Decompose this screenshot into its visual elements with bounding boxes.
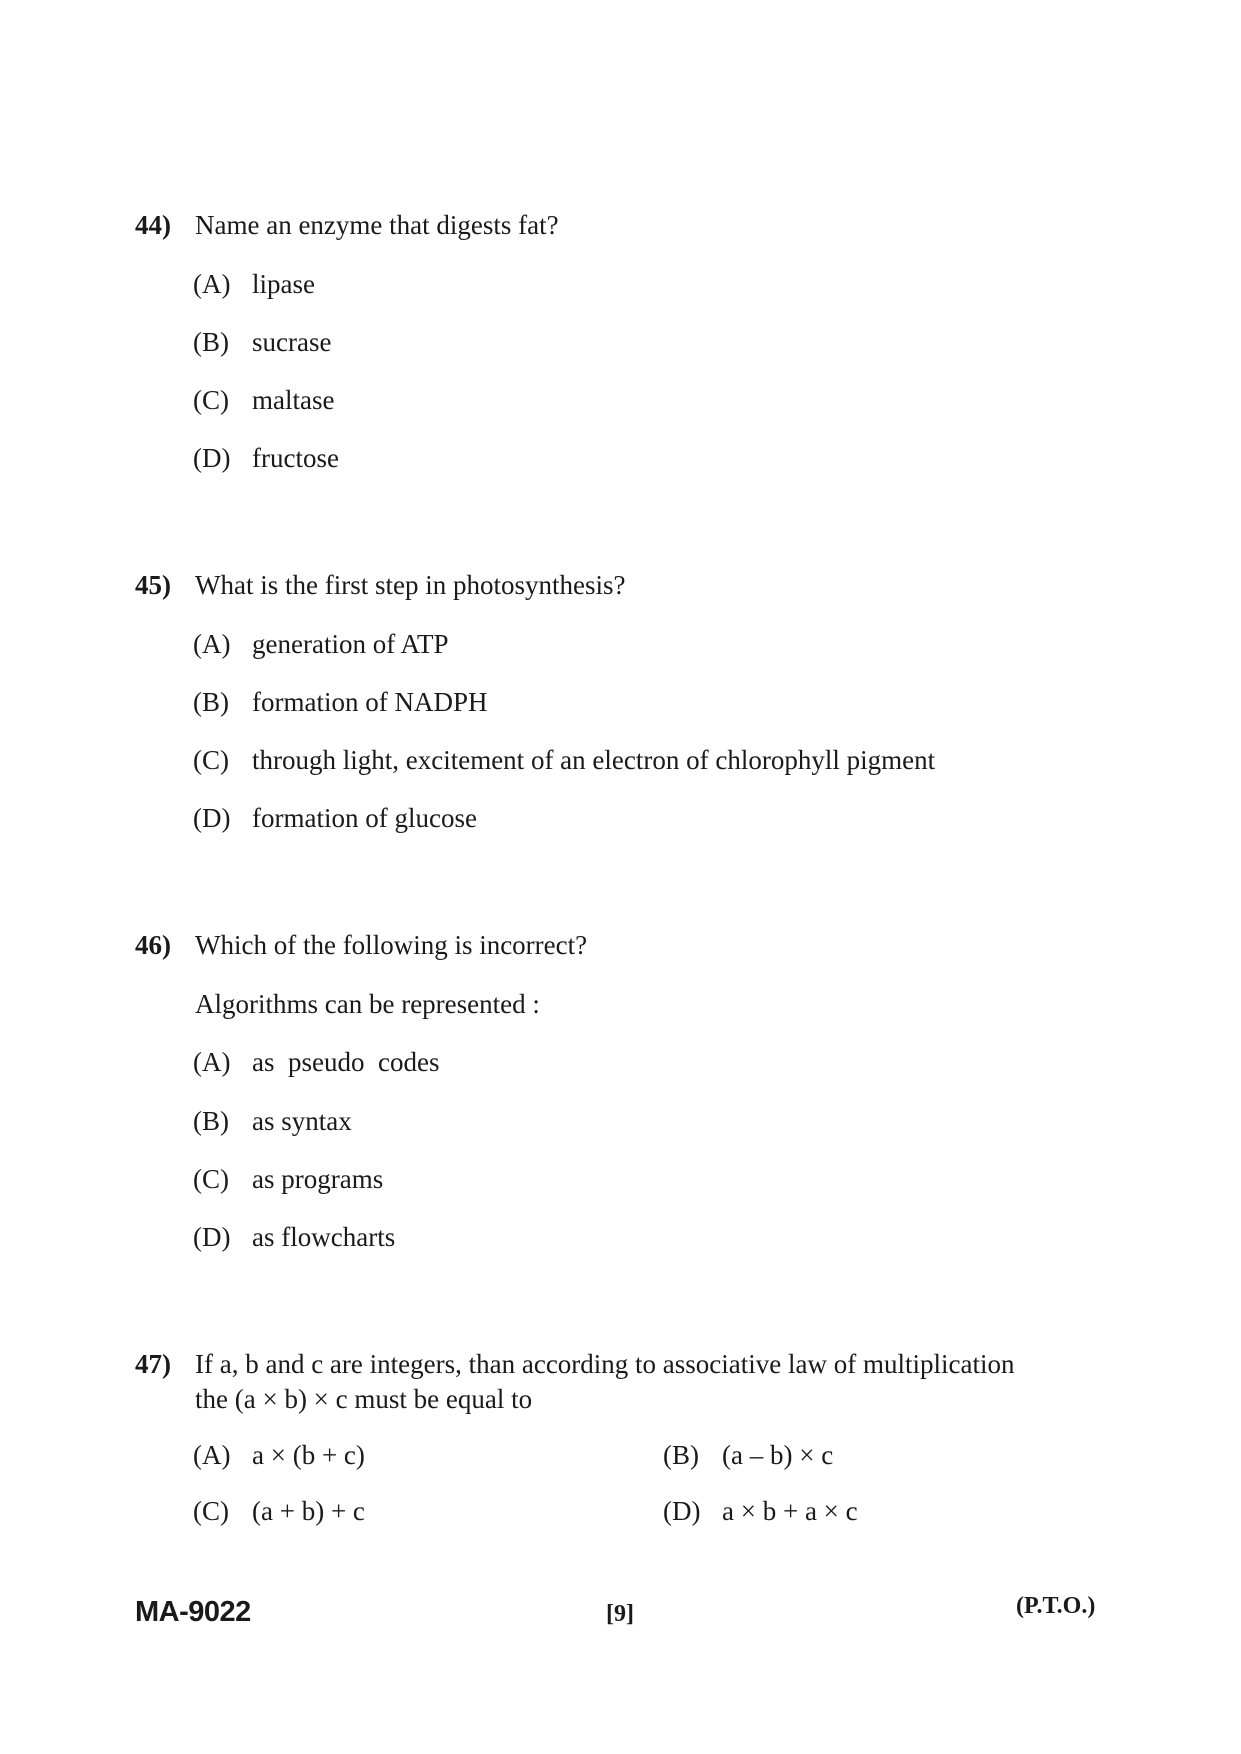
- option-label: (B): [193, 1106, 229, 1136]
- option-label: (D): [663, 1496, 701, 1526]
- option-text: formation of NADPH: [252, 687, 488, 717]
- option-text: fructose: [252, 443, 339, 473]
- option-d: [193, 801, 477, 835]
- option-c: [193, 1494, 365, 1528]
- option-text: as flowcharts: [252, 1222, 396, 1252]
- option-text: a × (b + c): [252, 1440, 365, 1470]
- option-label: (C): [193, 1496, 229, 1526]
- paper-code: MA-9022: [135, 1596, 251, 1628]
- option-label: (C): [193, 385, 229, 415]
- option-label: (B): [193, 687, 229, 717]
- option-c: [193, 383, 334, 417]
- option-text: lipase: [252, 269, 315, 299]
- option-text: as programs: [252, 1164, 384, 1194]
- option-label: (D): [193, 1222, 231, 1252]
- option-label: (A): [193, 269, 231, 299]
- option-text: generation of ATP: [252, 629, 449, 659]
- option-text: as pseudo codes: [252, 1047, 440, 1077]
- option-label: (D): [193, 443, 231, 473]
- question-number: 46): [135, 930, 171, 960]
- option-d: [193, 1220, 395, 1254]
- option-label: (C): [193, 1164, 229, 1194]
- option-text: (a + b) + c: [252, 1496, 365, 1526]
- option-b: [193, 685, 487, 719]
- question-number: 44): [135, 210, 171, 240]
- option-a: [193, 1045, 439, 1079]
- option-label: (A): [193, 1440, 231, 1470]
- option-label: (A): [193, 629, 231, 659]
- option-text: maltase: [252, 385, 335, 415]
- option-label: (C): [193, 745, 229, 775]
- please-turn-over: (P.T.O.): [1016, 1593, 1096, 1619]
- option-text: (a – b) × c: [722, 1440, 834, 1470]
- option-label: (B): [193, 327, 229, 357]
- option-label: (B): [663, 1440, 699, 1470]
- option-a: [193, 1438, 365, 1472]
- option-text: formation of glucose: [252, 803, 477, 833]
- question-text-line2: the (a × b) × c must be equal to: [195, 1384, 533, 1414]
- option-b: [193, 1104, 352, 1138]
- question-text: Which of the following is incorrect?: [195, 930, 588, 960]
- question-text: Name an enzyme that digests fat?: [195, 210, 559, 240]
- page-number: [9]: [606, 1601, 634, 1627]
- option-a: [193, 267, 315, 301]
- question-number: 47): [135, 1349, 171, 1379]
- option-label: (A): [193, 1047, 231, 1077]
- question-number: 45): [135, 570, 171, 600]
- question-subtext: Algorithms can be represented :: [195, 989, 540, 1019]
- option-d: [663, 1494, 858, 1528]
- option-d: [193, 441, 339, 475]
- option-a: [193, 627, 448, 661]
- option-text: through light, excitement of an electron of chlorophyll pigment: [252, 745, 936, 775]
- option-text: as syntax: [252, 1106, 352, 1136]
- question-text-line1: If a, b and c are integers, than according to associative law of multiplication: [195, 1349, 1015, 1379]
- option-b: [663, 1438, 833, 1472]
- option-c: [193, 743, 935, 777]
- option-label: (D): [193, 803, 231, 833]
- option-c: [193, 1162, 383, 1196]
- option-text: a × b + a × c: [722, 1496, 858, 1526]
- question-text: What is the first step in photosynthesis?: [195, 570, 626, 600]
- option-b: [193, 325, 331, 359]
- option-text: sucrase: [252, 327, 332, 357]
